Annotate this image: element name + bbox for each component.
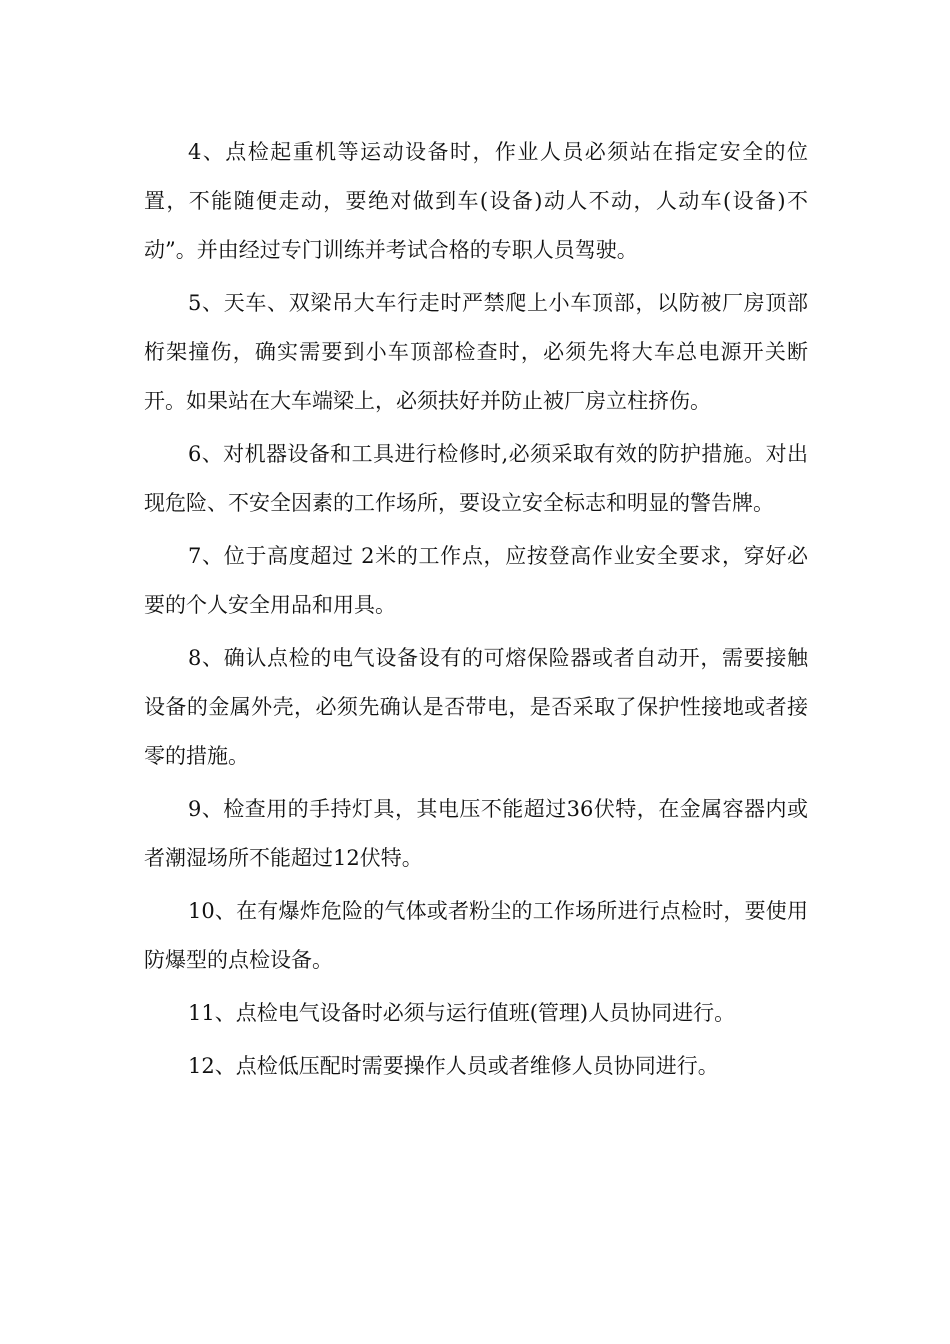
paragraph-item-6: 6、对机器设备和工具进行检修时,必须采取有效的防护措施。对出现危险、不安全因素的工作场所，要设立安全标志和明显的警告牌。 — [144, 442, 808, 515]
paragraph-item-7: 7、位于高度超过 2米的工作点，应按登高作业安全要求，穿好必要的个人安全用品和用具。 — [144, 544, 808, 617]
paragraph-item-11: 11、点检电气设备时必须与运行值班(管理)人员协同进行。 — [188, 1001, 736, 1025]
paragraph-item-4: 4、点检起重机等运动设备时，作业人员必须站在指定安全的位置，不能随便走动，要绝对做到车(设备)动人不动，人动车(设备)不动”。并由经过专门训练并考试合格的专职人员驾驶。 — [144, 140, 808, 262]
document-body — [144, 128, 808, 1095]
paragraph-item-8: 8、确认点检的电气设备设有的可熔保险器或者自动开，需要接触设备的金属外壳，必须先确认是否带电，是否采取了保护性接地或者接零的措施。 — [144, 646, 808, 768]
paragraph-item-10: 10、在有爆炸危险的气体或者粉尘的工作场所进行点检时，要使用防爆型的点检设备。 — [144, 899, 808, 972]
paragraph-item-12: 12、点检低压配时需要操作人员或者维修人员协同进行。 — [188, 1054, 719, 1078]
paragraph-item-9: 9、检查用的手持灯具，其电压不能超过36伏特，在金属容器内或者潮湿场所不能超过12伏特。 — [144, 797, 808, 870]
paragraph-item-5: 5、天车、双梁吊大车行走时严禁爬上小车顶部，以防被厂房顶部桁架撞伤，确实需要到小车顶部检查时，必须先将大车总电源开关断开。如果站在大车端梁上，必须扶好并防止被厂房立柱挤伤。 — [144, 291, 808, 413]
